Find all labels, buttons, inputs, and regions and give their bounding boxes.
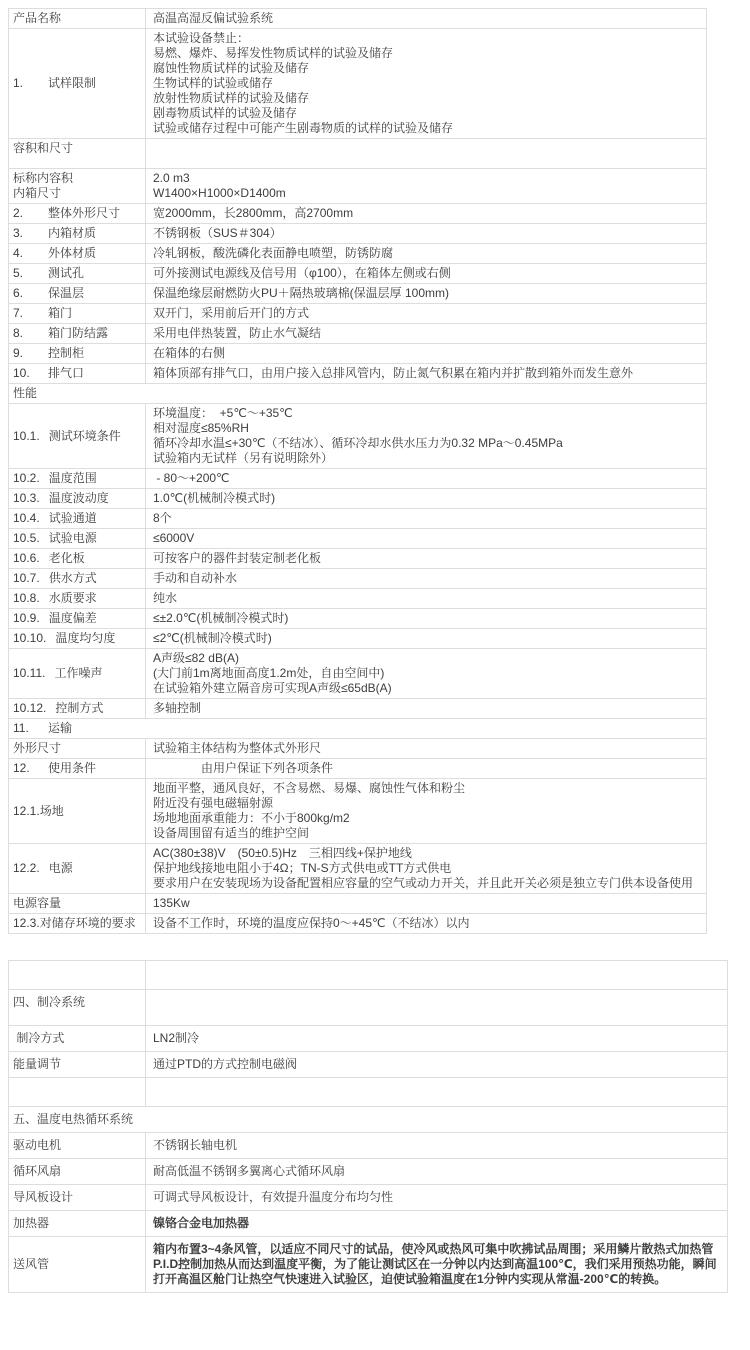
spec-value-line: 多轴控制	[153, 701, 202, 715]
spec-value-cell	[146, 914, 707, 934]
spec-value-cell	[146, 589, 707, 609]
spec-value-line: 相对湿度≤85%RH	[153, 421, 249, 435]
table-row	[9, 649, 707, 699]
spec-name-cell	[9, 344, 146, 364]
spec-value-line: 地面平整，通风良好，不含易燃、易爆、腐蚀性气体和粉尘	[153, 781, 466, 795]
spec-item-label: 外形尺寸	[13, 741, 62, 755]
section-label: 性能	[13, 386, 38, 400]
spec-value-line: 由用户保证下列各项条件	[153, 761, 334, 775]
spec-item-number: 10.12.	[13, 701, 47, 715]
spec-value-line: 在试验箱外建立隔音房可实现A声级≤65dB(A)	[153, 681, 392, 695]
spec-value-line: 循环冷却水温≤+30℃（不结冰）、循环冷却水供水压力为0.32 MPa～0.45MPa	[153, 436, 563, 450]
spec-item-number: 10.5.	[13, 531, 40, 545]
spec-name-cell	[9, 1237, 146, 1293]
spec-item-label: 送风管	[13, 1257, 50, 1271]
spec-name-cell	[9, 244, 146, 264]
spec-item-number: 9.	[13, 346, 24, 360]
spec-value-line: 箱体顶部有排气口，由用户接入总排风管内，防止氮气积累在箱内并扩散到箱外而发生意外	[153, 366, 634, 380]
spec-value-cell	[146, 649, 707, 699]
spec-value-cell	[146, 29, 707, 139]
spec-value-cell	[146, 529, 707, 549]
spec-item-number: 10.	[13, 366, 30, 380]
spec-name-cell	[9, 139, 146, 169]
blank-cell	[13, 1083, 137, 1101]
spec-value-cell	[146, 1026, 728, 1052]
spec-name-cell	[9, 204, 146, 224]
spec-item-label: 电源容量	[13, 896, 62, 910]
spec-value-cell	[146, 569, 707, 589]
table-row	[9, 324, 707, 344]
spec-value-line: LN2制冷	[153, 1031, 200, 1045]
spec-item-label: 使用条件	[48, 761, 97, 775]
spec-item-number: 4.	[13, 246, 24, 260]
spec-value-line: 附近没有强电磁辐射源	[153, 796, 274, 810]
spec-item-number: 1.	[13, 76, 24, 90]
spec-value-line: 2.0 m3	[153, 171, 190, 185]
table-row	[9, 284, 707, 304]
spec-table-systems-body	[9, 961, 728, 1293]
spec-name-cell	[9, 224, 146, 244]
table-row	[9, 509, 707, 529]
table-row	[9, 364, 707, 384]
table-row	[9, 1185, 728, 1211]
spec-value-line: - 80～+200℃	[153, 471, 230, 485]
spec-item-label: 温度波动度	[48, 491, 109, 505]
spec-table-systems	[8, 960, 728, 1293]
spec-value-cell	[146, 699, 707, 719]
table-row	[9, 1237, 728, 1293]
spec-value-line: ≤6000V	[153, 531, 195, 545]
spec-value-line: 手动和自动补水	[153, 571, 238, 585]
spec-item-label: 试样限制	[48, 76, 97, 90]
spec-value-cell	[146, 549, 707, 569]
spec-value-line: 本试验设备禁止：	[153, 31, 250, 45]
table-row	[9, 489, 707, 509]
spec-name-cell	[9, 9, 146, 29]
spec-item-label: 温度均匀度	[55, 631, 116, 645]
spec-item-label: 水质要求	[48, 591, 97, 605]
spec-value-cell	[146, 509, 707, 529]
section-header-cell	[9, 384, 707, 404]
spec-name-cell	[9, 1133, 146, 1159]
table-row	[9, 739, 707, 759]
spec-value-line: 可调式导风板设计，有效提升温度分布均匀性	[153, 1190, 394, 1204]
spec-item-number: 10.9.	[13, 611, 40, 625]
spec-name-cell	[9, 364, 146, 384]
table-row	[9, 914, 707, 934]
spec-value-line: 要求用户在安装现场为设备配置相应容量的空气或动力开关，并且此开关必须是独立专门供本设备使用	[153, 876, 694, 890]
spec-value-line: 试验或储存过程中可能产生剧毒物质的试样的试验及储存	[153, 121, 454, 135]
spec-item-label: 12.3.对储存环境的要求	[13, 916, 136, 930]
spec-item-number: 12.2.	[13, 861, 40, 875]
spec-item-label: 测试环境条件	[48, 428, 121, 443]
spec-item-label: 箱门	[48, 306, 73, 320]
spec-item-number: 7.	[13, 306, 24, 320]
spec-value-cell	[146, 404, 707, 469]
blank-cell	[146, 1078, 728, 1107]
table-row	[9, 304, 707, 324]
section-label: 运输	[48, 721, 73, 735]
blank-cell	[13, 966, 137, 984]
spec-value-cell	[146, 304, 707, 324]
spec-value-line: ≤2℃(机械制冷模式时)	[153, 631, 272, 645]
spec-value-cell	[146, 759, 707, 779]
spec-value-cell	[146, 1211, 728, 1237]
spec-value-line: 保护地线接地电阻小于4Ω；TN-S方式供电或TT方式供电	[153, 861, 452, 875]
spec-value-line: 镍铬合金电加热器	[153, 1216, 250, 1230]
spec-name-cell	[9, 569, 146, 589]
spec-item-number: 10.1.	[13, 428, 40, 443]
spec-item-number: 10.3.	[13, 491, 40, 505]
spec-name-cell	[9, 699, 146, 719]
table-row	[9, 961, 728, 990]
spec-name-cell	[9, 29, 146, 139]
table-row	[9, 264, 707, 284]
spec-value-line: W1400×H1000×D1400m	[153, 186, 286, 200]
spec-item-label: 12.1.场地	[13, 803, 64, 818]
spec-value-cell	[146, 224, 707, 244]
spec-name-cell	[9, 649, 146, 699]
spec-value-cell	[146, 489, 707, 509]
table-row	[9, 529, 707, 549]
spec-item-number: 10.8.	[13, 591, 40, 605]
spec-name-cell	[9, 404, 146, 469]
blank-cell	[153, 966, 719, 984]
spec-value-cell	[146, 779, 707, 844]
spec-value-cell	[146, 1052, 728, 1078]
table-row	[9, 609, 707, 629]
spec-item-number: 10.6.	[13, 551, 40, 565]
spec-item-label: 产品名称	[13, 11, 62, 25]
spec-item-label: 试验通道	[48, 511, 97, 525]
table-row	[9, 1107, 728, 1133]
spec-value-line: 环境温度： +5℃～+35℃	[153, 406, 293, 420]
spec-value-cell	[146, 1133, 728, 1159]
spec-name-cell	[9, 284, 146, 304]
spec-name-cell	[9, 1052, 146, 1078]
spec-value-line: 宽2000mm，长2800mm，高2700mm	[153, 206, 354, 220]
spec-value-line: 试验箱主体结构为整体式外形尺	[153, 741, 322, 755]
spec-name-cell	[9, 509, 146, 529]
table-row	[9, 719, 707, 739]
spec-value-line: 双开门，采用前后开门的方式	[153, 306, 310, 320]
blank-cell	[9, 1078, 146, 1107]
spec-item-number: 3.	[13, 226, 24, 240]
spec-item-label: 加热器	[13, 1216, 50, 1230]
spec-value-line: 不锈钢板（SUS＃304）	[153, 226, 282, 240]
spec-value-cell	[146, 344, 707, 364]
table-row	[9, 629, 707, 649]
spec-table-main	[8, 8, 707, 934]
spec-item-label: 外体材质	[48, 246, 97, 260]
spec-item-label: 容积和尺寸	[13, 141, 74, 155]
spec-name-cell	[9, 1159, 146, 1185]
spec-value-cell	[146, 1159, 728, 1185]
section-header-cell	[9, 1107, 728, 1133]
blank-cell	[9, 961, 146, 990]
spec-item-label: 供水方式	[48, 571, 97, 585]
spec-name-cell	[9, 894, 146, 914]
spec-value-line: 可外接测试电源线及信号用（φ100），在箱体左侧或右侧	[153, 266, 451, 280]
table-row	[9, 204, 707, 224]
spec-value-line: A声级≤82 dB(A)	[153, 651, 239, 665]
spec-value-line: 通过PTD的方式控制电磁阀	[153, 1057, 298, 1071]
table-row	[9, 990, 728, 1026]
spec-value-line: (大门前1m离地面高度1.2m处，自由空间中)	[153, 666, 385, 680]
spec-item-label: 工作噪声	[54, 666, 103, 680]
spec-item-label: 整体外形尺寸	[48, 206, 121, 220]
spec-value-line: 1.0℃(机械制冷模式时)	[153, 491, 276, 505]
spec-name-cell	[9, 549, 146, 569]
spec-value-line: 生物试样的试验或储存	[153, 76, 274, 90]
spec-name-cell	[9, 609, 146, 629]
spec-value-line: 保温绝缘层耐燃防火PU＋隔热玻璃棉(保温层厚 100mm)	[153, 286, 450, 300]
spec-value-line: 8个	[153, 511, 172, 525]
spec-item-label: 电源	[48, 861, 73, 875]
spec-name-cell	[9, 914, 146, 934]
spec-value-line: 放射性物质试样的试验及储存	[153, 91, 310, 105]
spec-value-cell	[146, 844, 707, 894]
table-row	[9, 1133, 728, 1159]
spec-item-label: 四、制冷系统	[13, 995, 86, 1009]
spec-name-line: 内箱尺寸	[13, 186, 62, 200]
table-row	[9, 224, 707, 244]
spec-value-cell	[146, 894, 707, 914]
spec-name-cell	[9, 1026, 146, 1052]
spec-value-line: 剧毒物质试样的试验及储存	[153, 106, 298, 120]
spec-value-cell	[146, 469, 707, 489]
spec-value-cell	[146, 244, 707, 264]
spec-item-label: 温度偏差	[48, 611, 97, 625]
table-row	[9, 699, 707, 719]
spec-value-line: 易燃、爆炸、易挥发性物质试样的试验及储存	[153, 46, 394, 60]
table-row	[9, 9, 707, 29]
spec-value-line: 试验箱内无试样（另有说明除外）	[153, 451, 334, 465]
spec-value-line: 在箱体的右侧	[153, 346, 226, 360]
spec-name-cell	[9, 304, 146, 324]
spec-name-cell	[9, 990, 146, 1026]
blank-cell	[146, 961, 728, 990]
spec-value-line: 可按客户的器件封装定制老化板	[153, 551, 322, 565]
table-row	[9, 1078, 728, 1107]
spec-value-line: 设备周围留有适当的维护空间	[153, 826, 310, 840]
spec-name-cell	[9, 739, 146, 759]
spec-value-line: 冷轧钢板，酸洗磷化表面静电喷塑，防锈防腐	[153, 246, 394, 260]
table-row	[9, 569, 707, 589]
spec-value-line: 设备不工作时，环境的温度应保持0～+45℃（不结冰）以内	[153, 916, 470, 930]
spec-item-label: 老化板	[48, 551, 85, 565]
table-row	[9, 469, 707, 489]
spec-name-cell	[9, 169, 146, 204]
spec-name-line: 标称内容积	[13, 171, 74, 185]
spec-item-label: 制冷方式	[13, 1031, 65, 1045]
table-row	[9, 344, 707, 364]
spec-value-cell	[146, 739, 707, 759]
spec-name-cell	[9, 844, 146, 894]
spec-value-line: AC(380±38)V (50±0.5)Hz 三相四线+保护地线	[153, 846, 412, 860]
section-number: 11.	[13, 721, 29, 735]
spec-value-cell	[146, 1185, 728, 1211]
spec-item-number: 8.	[13, 326, 24, 340]
spec-value-line: 不锈钢长轴电机	[153, 1138, 238, 1152]
table-row	[9, 139, 707, 169]
spec-item-number: 10.7.	[13, 571, 40, 585]
spec-value-cell	[146, 9, 707, 29]
spec-name-cell	[9, 324, 146, 344]
table-row	[9, 1159, 728, 1185]
table-row	[9, 1211, 728, 1237]
spec-value-cell	[146, 169, 707, 204]
spec-item-label: 驱动电机	[13, 1138, 62, 1152]
spec-value-cell	[146, 609, 707, 629]
spec-value-line: 纯水	[153, 591, 178, 605]
table-row	[9, 244, 707, 264]
blank-cell	[153, 1083, 719, 1101]
spec-item-label: 导风板设计	[13, 1190, 74, 1204]
table-row	[9, 169, 707, 204]
spec-item-label: 箱门防结露	[48, 326, 109, 340]
spec-item-number: 10.10.	[13, 631, 47, 645]
spec-item-number: 5.	[13, 266, 24, 280]
spec-name-cell	[9, 469, 146, 489]
table-row	[9, 589, 707, 609]
spec-name-cell	[9, 779, 146, 844]
spec-value-line: 高温高湿反偏试验系统	[153, 11, 274, 25]
spec-item-number: 10.2.	[13, 471, 40, 485]
table-row	[9, 404, 707, 469]
spec-value-cell	[146, 324, 707, 344]
spec-item-number: 10.4.	[13, 511, 40, 525]
spec-item-label: 能量调节	[13, 1057, 62, 1071]
spec-name-cell	[9, 629, 146, 649]
table-row	[9, 779, 707, 844]
spec-name-cell	[9, 529, 146, 549]
table-row	[9, 1026, 728, 1052]
spec-item-label: 循环风扇	[13, 1164, 62, 1178]
spec-item-label: 试验电源	[48, 531, 97, 545]
table-row	[9, 759, 707, 779]
spec-value-cell	[146, 139, 707, 169]
spec-value-cell	[146, 204, 707, 224]
spec-item-label: 温度范围	[48, 471, 97, 485]
table-row	[9, 29, 707, 139]
spec-item-number: 10.11.	[13, 666, 46, 680]
spec-item-label: 控制柜	[48, 346, 85, 360]
spec-value-line: 采用电伴热装置，防止水气凝结	[153, 326, 322, 340]
spec-value-line: ≤±2.0℃(机械制冷模式时)	[153, 611, 289, 625]
spec-name-cell	[9, 1185, 146, 1211]
spec-value-cell	[146, 629, 707, 649]
spec-value-line: 腐蚀性物质试样的试验及储存	[153, 61, 310, 75]
spec-name-cell	[9, 264, 146, 284]
table-row	[9, 844, 707, 894]
spec-item-label: 保温层	[48, 286, 85, 300]
spec-value-line: 135Kw	[153, 896, 190, 910]
spec-item-label: 排气口	[48, 366, 85, 380]
table-row	[9, 384, 707, 404]
spec-item-label: 内箱材质	[48, 226, 97, 240]
section-header-cell	[9, 719, 707, 739]
spec-value-line: 耐高低温不锈钢多翼离心式循环风扇	[153, 1164, 346, 1178]
spec-item-number: 2.	[13, 206, 24, 220]
spec-name-cell	[9, 589, 146, 609]
spec-value-cell	[146, 284, 707, 304]
spec-value-line: 箱内布置3~4条风管，以适应不同尺寸的试品，使冷风或热风可集中吹拂试品周围；采用鳞片散热式加热管P.I.D控制加热从而达到温度平衡，为了能让测试区在一分钟以内达到高温100℃，我们采用预热功能，瞬间打开高温区舱门让热空气快速进入试验区，迫使试验箱温度在1分钟内实现从常温-200℃的转换。	[153, 1242, 717, 1286]
spec-value-cell	[146, 990, 728, 1026]
spec-item-label: 测试孔	[48, 266, 85, 280]
spec-item-number: 12.	[13, 761, 30, 775]
table-row	[9, 1052, 728, 1078]
table-row	[9, 894, 707, 914]
spec-item-label: 控制方式	[55, 701, 104, 715]
spec-name-cell	[9, 1211, 146, 1237]
table-row	[9, 549, 707, 569]
spec-value-cell	[146, 264, 707, 284]
spec-value-line: 场地地面承重能力：不小于800kg/m2	[153, 811, 350, 825]
spec-name-cell	[9, 489, 146, 509]
spec-table-main-body	[9, 9, 707, 934]
spec-value-cell	[146, 364, 707, 384]
section-label: 五、温度电热循环系统	[13, 1112, 134, 1126]
spec-name-cell	[9, 759, 146, 779]
spec-value-cell	[146, 1237, 728, 1293]
spec-item-number: 6.	[13, 286, 24, 300]
